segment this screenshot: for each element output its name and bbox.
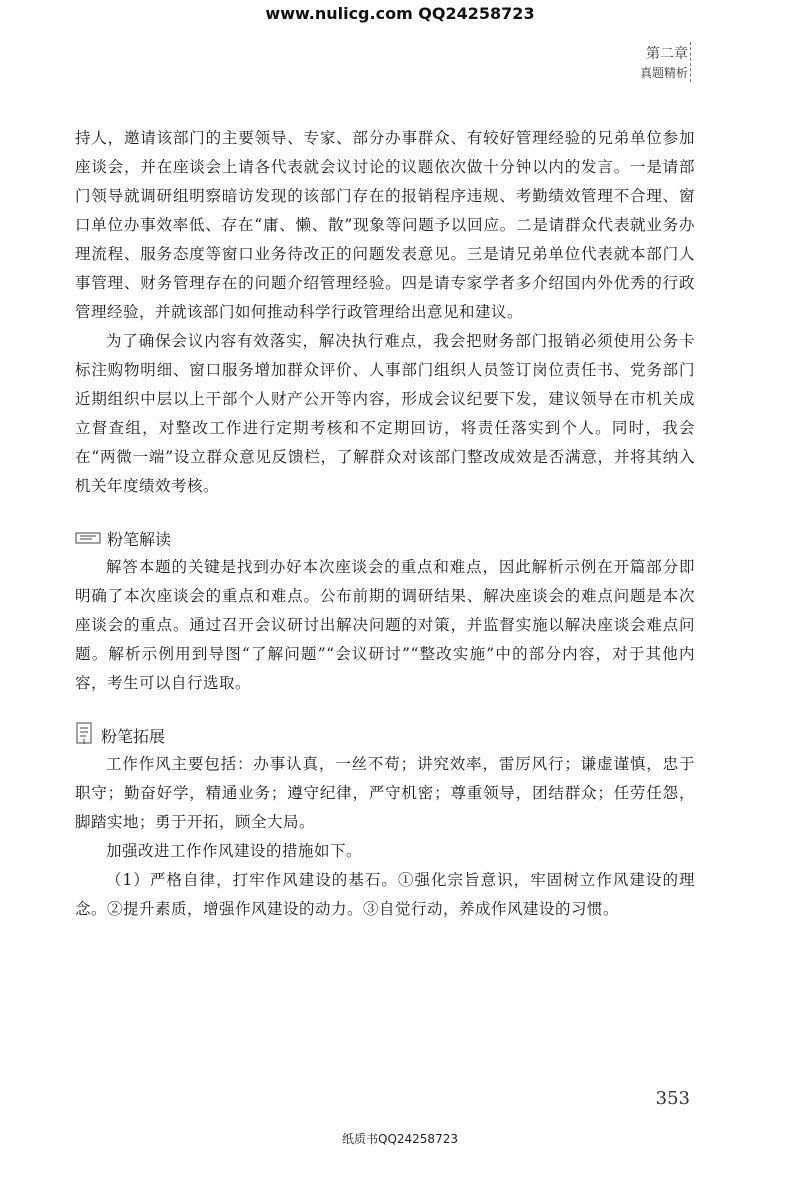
interpretation-heading-label: 粉笔解读 (107, 529, 172, 549)
expansion-heading (75, 720, 695, 750)
intro-paragraph: 持人，邀请该部门的主要领导、专家、部分办事群众、有较好管理经验的兄弟单位参加座谈会，并在座谈会上请各代表就会议讨论的议题依次做十分钟以内的发言。一是请部门领导就调研组明察暗访发现的该部门存在的报销程序违规、考勤绩效管理不合理、窗口单位办事效率低、存在“庸、懒、散”现象等问题予以回应。二是请群众代表就业务办理流程、服务态度等窗口业务待改正的问题发表意见。三是请兄弟单位代表就本部门人事管理、财务管理存在的问题介绍管理经验。四是请专家学者多介绍国内外优秀的行政管理经验，并就该部门如何推动科学行政管理给出意见和建议。 (75, 129, 695, 321)
expansion-heading-label: 粉笔拓展 (101, 726, 166, 746)
header-divider (690, 42, 691, 82)
expansion-paragraph-2: 加强改进工作作风建设的措施如下。 (106, 842, 363, 860)
chapter-title: 第二章 (646, 46, 688, 62)
chalk-box-icon (75, 529, 101, 548)
bottom-watermark: 纸质书QQ24258723 (342, 1132, 458, 1146)
notepad-icon (75, 721, 95, 749)
running-header (640, 44, 688, 82)
expansion-paragraph-1: 工作作风主要包括：办事认真，一丝不苟；讲究效率，雷厉风行；谦虚谨慎，忠于职守；勤奋好学，精通业务；遵守纪律，严守机密；尊重领导，团结群众；任劳任怨，脚踏实地；勇于开拓，顾全大局。 (75, 755, 695, 831)
page-body (75, 124, 695, 924)
interpretation-heading (75, 523, 695, 553)
measures-paragraph: 为了确保会议内容有效落实，解决执行难点，我会把财务部门报销必须使用公务卡标注购物明细、窗口服务增加群众评价、人事部门组织人员签订岗位责任书、党务部门近期组织中层以上干部个人财产公开等内容，形成会议纪要下发，建议领导在市机关成立督查组，对整改工作进行定期考核和不定期回访，将责任落实到个人。同时，我会在“两微一端”设立群众意见反馈栏，了解群众对该部门整改成效是否满意，并将其纳入机关年度绩效考核。 (75, 332, 695, 495)
section-title: 真题精析 (639, 66, 688, 80)
expansion-paragraph-3: （1）严格自律，打牢作风建设的基石。①强化宗旨意识，牢固树立作风建设的理念。②提升素质，增强作风建设的动力。③自觉行动，养成作风建设的习惯。 (75, 871, 695, 918)
page-number: 353 (655, 1088, 690, 1109)
top-watermark: www.nulicg.com QQ24258723 (265, 4, 535, 23)
interpretation-paragraph: 解答本题的关键是找到办好本次座谈会的重点和难点，因此解析示例在开篇部分即明确了本次座谈会的重点和难点。公布前期的调研结果、解决座谈会的难点问题是本次座谈会的重点。通过召开会议研讨出解决问题的对策，并监督实施以解决座谈会难点问题。解析示例用到导图“了解问题”“会议研讨”“整改实施”中的部分内容，对于其他内容，考生可以自行选取。 (75, 558, 695, 692)
